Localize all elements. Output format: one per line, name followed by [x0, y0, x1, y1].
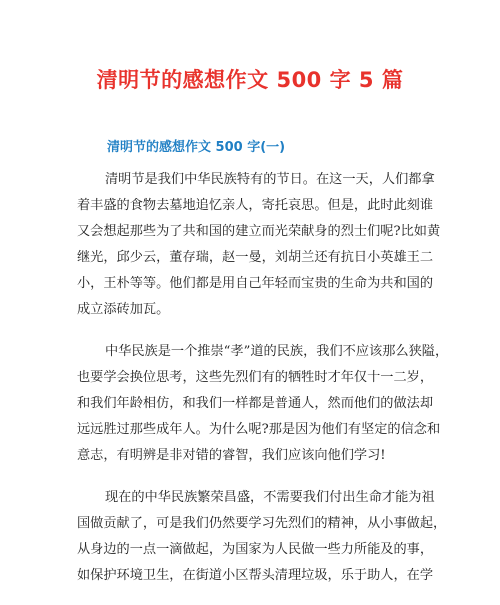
text-line: 意志，有明辨是非对错的睿智，我们应该向他们学习! [77, 448, 386, 463]
text-line: 也要学会换位思考，这些先烈们有的牺牲时才年仅十一二岁， [77, 370, 434, 385]
text-line: 继光，邱少云，董存瑞，赵一曼，刘胡兰还有抗日小英雄王二 [77, 250, 434, 265]
article-body [77, 167, 449, 605]
text-line: 从身边的一点一滴做起，为国家为人民做一些力所能及的事， [77, 542, 434, 557]
text-line: 如保护环境卫生，在街道小区帮头清理垃圾，乐于助人，在学 [77, 568, 434, 583]
paragraph-3 [77, 485, 447, 589]
text-line: 现在的中华民族繁荣昌盛，不需要我们付出生命才能为祖 [105, 490, 435, 505]
text-line: 中华民族是一个推崇“孝”道的民族，我们不应该那么狭隘， [105, 344, 449, 359]
text-line: 和我们年龄相仿，和我们一样都是普通人，然而他们的做法却 [77, 396, 434, 411]
text-line: 远远胜过那些成年人。为什么呢?那是因为他们有坚定的信念和 [77, 422, 441, 437]
text-line: 成立添砖加瓦。 [77, 302, 170, 317]
paragraph-1 [77, 167, 441, 323]
document-title: 清明节的感想作文 500 字 5 篇 [96, 68, 404, 92]
section-heading: 清明节的感想作文 500 字(一) [107, 140, 286, 155]
text-line: 国做贡献了，可是我们仍然要学习先烈们的精神，从小事做起， [77, 516, 447, 531]
text-line: 又会想起那些为了共和国的建立而光荣献身的烈士们呢?比如黄 [77, 224, 441, 239]
paragraph-2 [77, 339, 449, 469]
text-line: 着丰盛的食物去墓地追忆亲人，寄托哀思。但是，此时此刻谁 [77, 198, 434, 213]
text-line: 小，王朴等等。他们都是用自己年轻而宝贵的生命为共和国的 [77, 276, 434, 291]
text-line: 清明节是我们中华民族特有的节日。在这一天，人们都拿 [105, 172, 435, 187]
